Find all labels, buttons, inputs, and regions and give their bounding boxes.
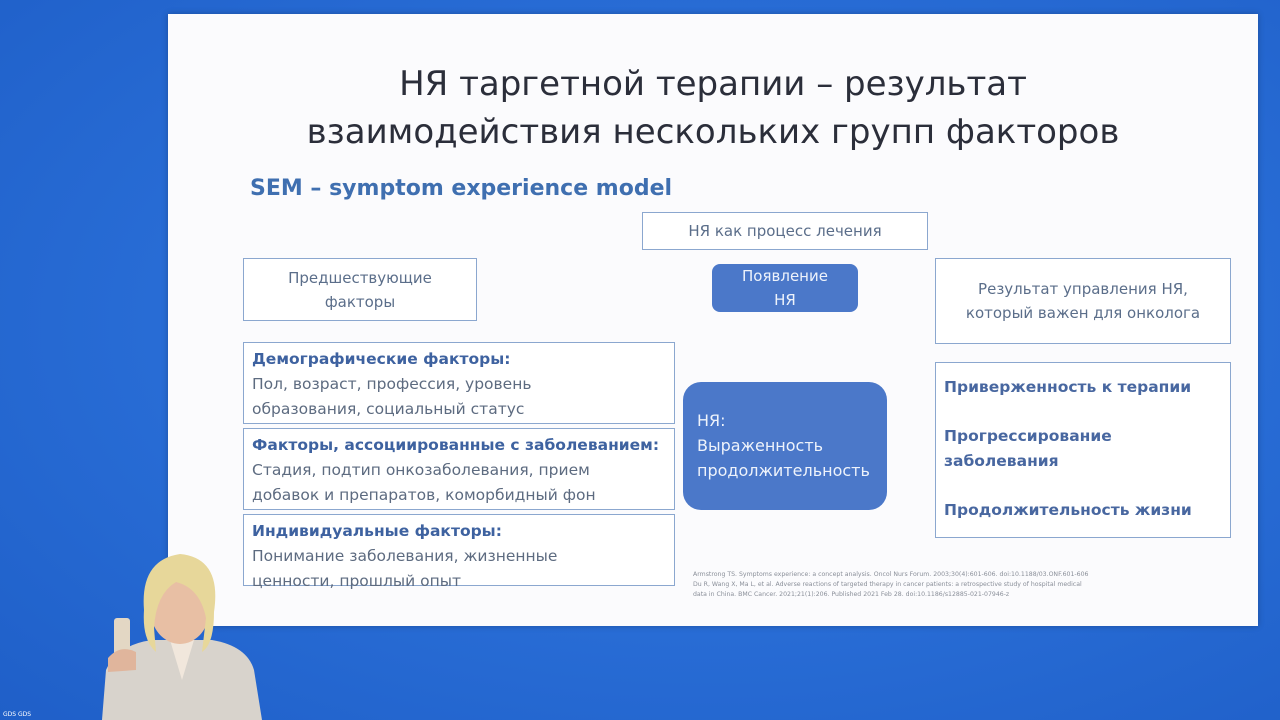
outcome-label-box: Результат управления НЯ, который важен для онколога (935, 258, 1231, 344)
slide-title-line-2: взаимодействия нескольких групп факторов (306, 112, 1120, 152)
factor-body: Стадия, подтип онкозаболевания, прием добавок и препаратов, коморбидный фон (252, 461, 596, 504)
factor-box-disease (243, 428, 675, 510)
slide-subtitle: SEM – symptom experience model (250, 176, 673, 201)
factor-heading: Демографические факторы: (252, 350, 511, 368)
references: Armstrong TS. Symptoms experience: a concept analysis. Oncol Nurs Forum. 2003;30(4):601-606. doi:10.1188/03.ONF.601-606 Du R, Wang X, Ma L, et al. Adverse reactions of targeted therapy in cancer patients: a retrospective study of hospital medical data in China. BMC Cancer. 2021;21(1):206. Published 2021 Feb 28. doi:10.1186/s12885-021-07946-z (693, 571, 1089, 598)
factor-heading: Факторы, ассоциированные с заболеванием: (252, 436, 660, 454)
factor-box-demographic (243, 342, 675, 424)
process-label-box: НЯ как процесс лечения (642, 212, 928, 250)
slide-title (168, 60, 1258, 156)
factor-heading: Индивидуальные факторы: (252, 522, 502, 540)
outcome-item: Прогрессирование заболевания (944, 427, 1112, 470)
outcome-item: Продолжительность жизни (944, 501, 1192, 519)
ae-appearance-box: Появление НЯ (712, 264, 858, 312)
outcome-item: Приверженность к терапии (944, 378, 1192, 396)
presentation-slide (168, 14, 1258, 626)
factor-body: Пол, возраст, профессия, уровень образования, социальный статус (252, 375, 532, 418)
presenter-video (72, 540, 282, 720)
presenter-silhouette (72, 540, 282, 720)
factor-body: Понимание заболевания, жизненные ценности, прошлый опыт (252, 547, 558, 590)
ae-severity-box: НЯ: Выраженность продолжительность (683, 382, 887, 510)
outcome-list-box (935, 362, 1231, 538)
antecedent-factors-box: Предшествующие факторы (243, 258, 477, 321)
corner-tag: GDS GDS (3, 711, 32, 718)
slide-title-line-1: НЯ таргетной терапии – результат (399, 64, 1027, 104)
factor-box-individual (243, 514, 675, 590)
